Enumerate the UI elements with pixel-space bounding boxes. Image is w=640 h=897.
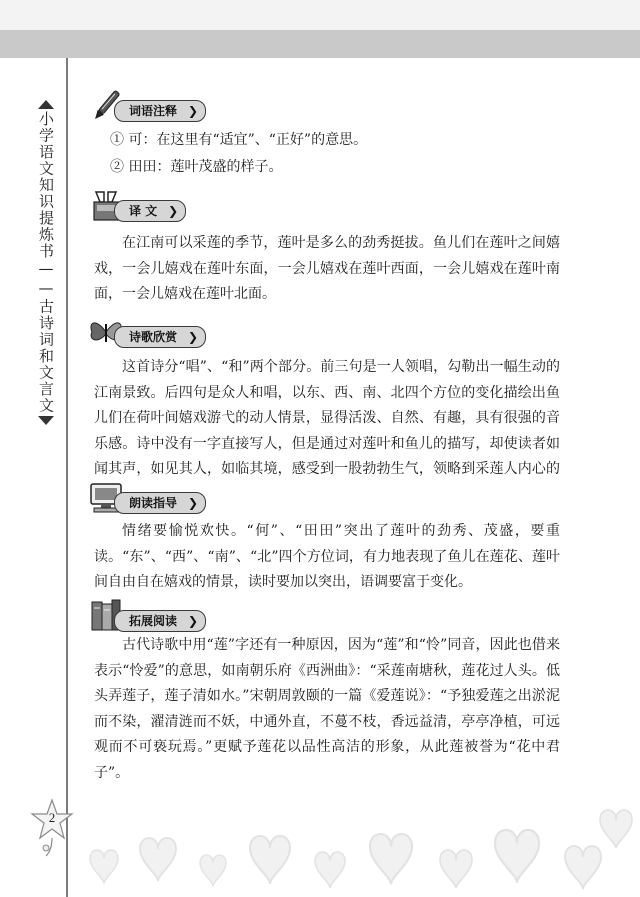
top-header-bar <box>0 30 640 58</box>
translation-paragraph: 在江南可以采莲的季节，莲叶是多么的劲秀挺拔。鱼儿们在莲叶之间嬉戏，一会儿嬉戏在莲叶东面，一会儿嬉戏在莲叶西面，一会儿嬉戏在莲叶南面，一会儿嬉戏在莲叶北面。 <box>94 235 560 302</box>
section-extended-reading-label: 拓展阅读 ❯ <box>114 610 206 632</box>
left-margin-rule <box>66 58 68 897</box>
bracket-bottom-icon <box>38 416 54 425</box>
annotation-note-2: ② 田田：莲叶茂盛的样子。 <box>110 159 283 175</box>
section-reading-guide-label: 朗读指导 ❯ <box>114 492 206 514</box>
extended-reading-paragraph: 古代诗歌中用“莲”字还有一种原因，因为“莲”和“怜”同音，因此也借来表示“怜爱”的意思，如南朝乐府《西洲曲》：“采莲南塘秋，莲花过人头。低头弄莲子，莲子清如水。”宋朝周敦颐的一篇《爱莲说》：“予独爱莲之出淤泥而不染，濯清涟而不妖，中通外直，不蔓不枝，香远益清，亭亭净植，可远观而不可亵玩焉。”更赋予莲花以品性高洁的形象，从此莲被誉为“花中君子”。 <box>94 637 560 781</box>
reading-guide-paragraph: 情绪要愉悦欢快。“何”、“田田”突出了莲叶的劲秀、茂盛，要重读。“东”、“西”、“南”、“北”四个方位词，有力地表现了鱼儿在莲花、莲叶间自由自在嬉戏的情景，读时要加以突出，语调要富于变化。 <box>94 523 560 590</box>
section-translation-label: 译 文 ❯ <box>114 200 186 222</box>
page-number-star-icon <box>30 798 74 858</box>
top-band <box>0 0 640 30</box>
side-book-title <box>37 100 55 425</box>
bracket-top-icon <box>38 100 54 109</box>
appreciation-paragraph: 这首诗分“唱”、“和”两个部分。前三句是一人领唱，勾勒出一幅生动的江南景致。后四句是众人和唱，以东、西、南、北四个方位的变化描绘出鱼儿们在荷叶间嬉戏游弋的动人情景，显得活泼、自然、有趣，具有很强的音乐感。诗中没有一字直接写人，但是通过对莲叶和鱼儿的描写，却使读者如闻其声，如见其人，如临其境，感受到一股勃勃生气，领略到采莲人内心的 <box>94 359 560 477</box>
page-number: 2 <box>48 810 56 825</box>
annotation-note-1: ① 可：在这里有“适宜”、“正好”的意思。 <box>110 132 368 148</box>
hearts-decoration <box>70 800 640 897</box>
section-appreciation-label: 诗歌欣赏 ❯ <box>114 326 206 348</box>
side-title-text: 小学语文知识提炼书——古诗词和文言文 <box>37 111 55 414</box>
section-annotation-label: 词语注释 ❯ <box>114 100 206 122</box>
